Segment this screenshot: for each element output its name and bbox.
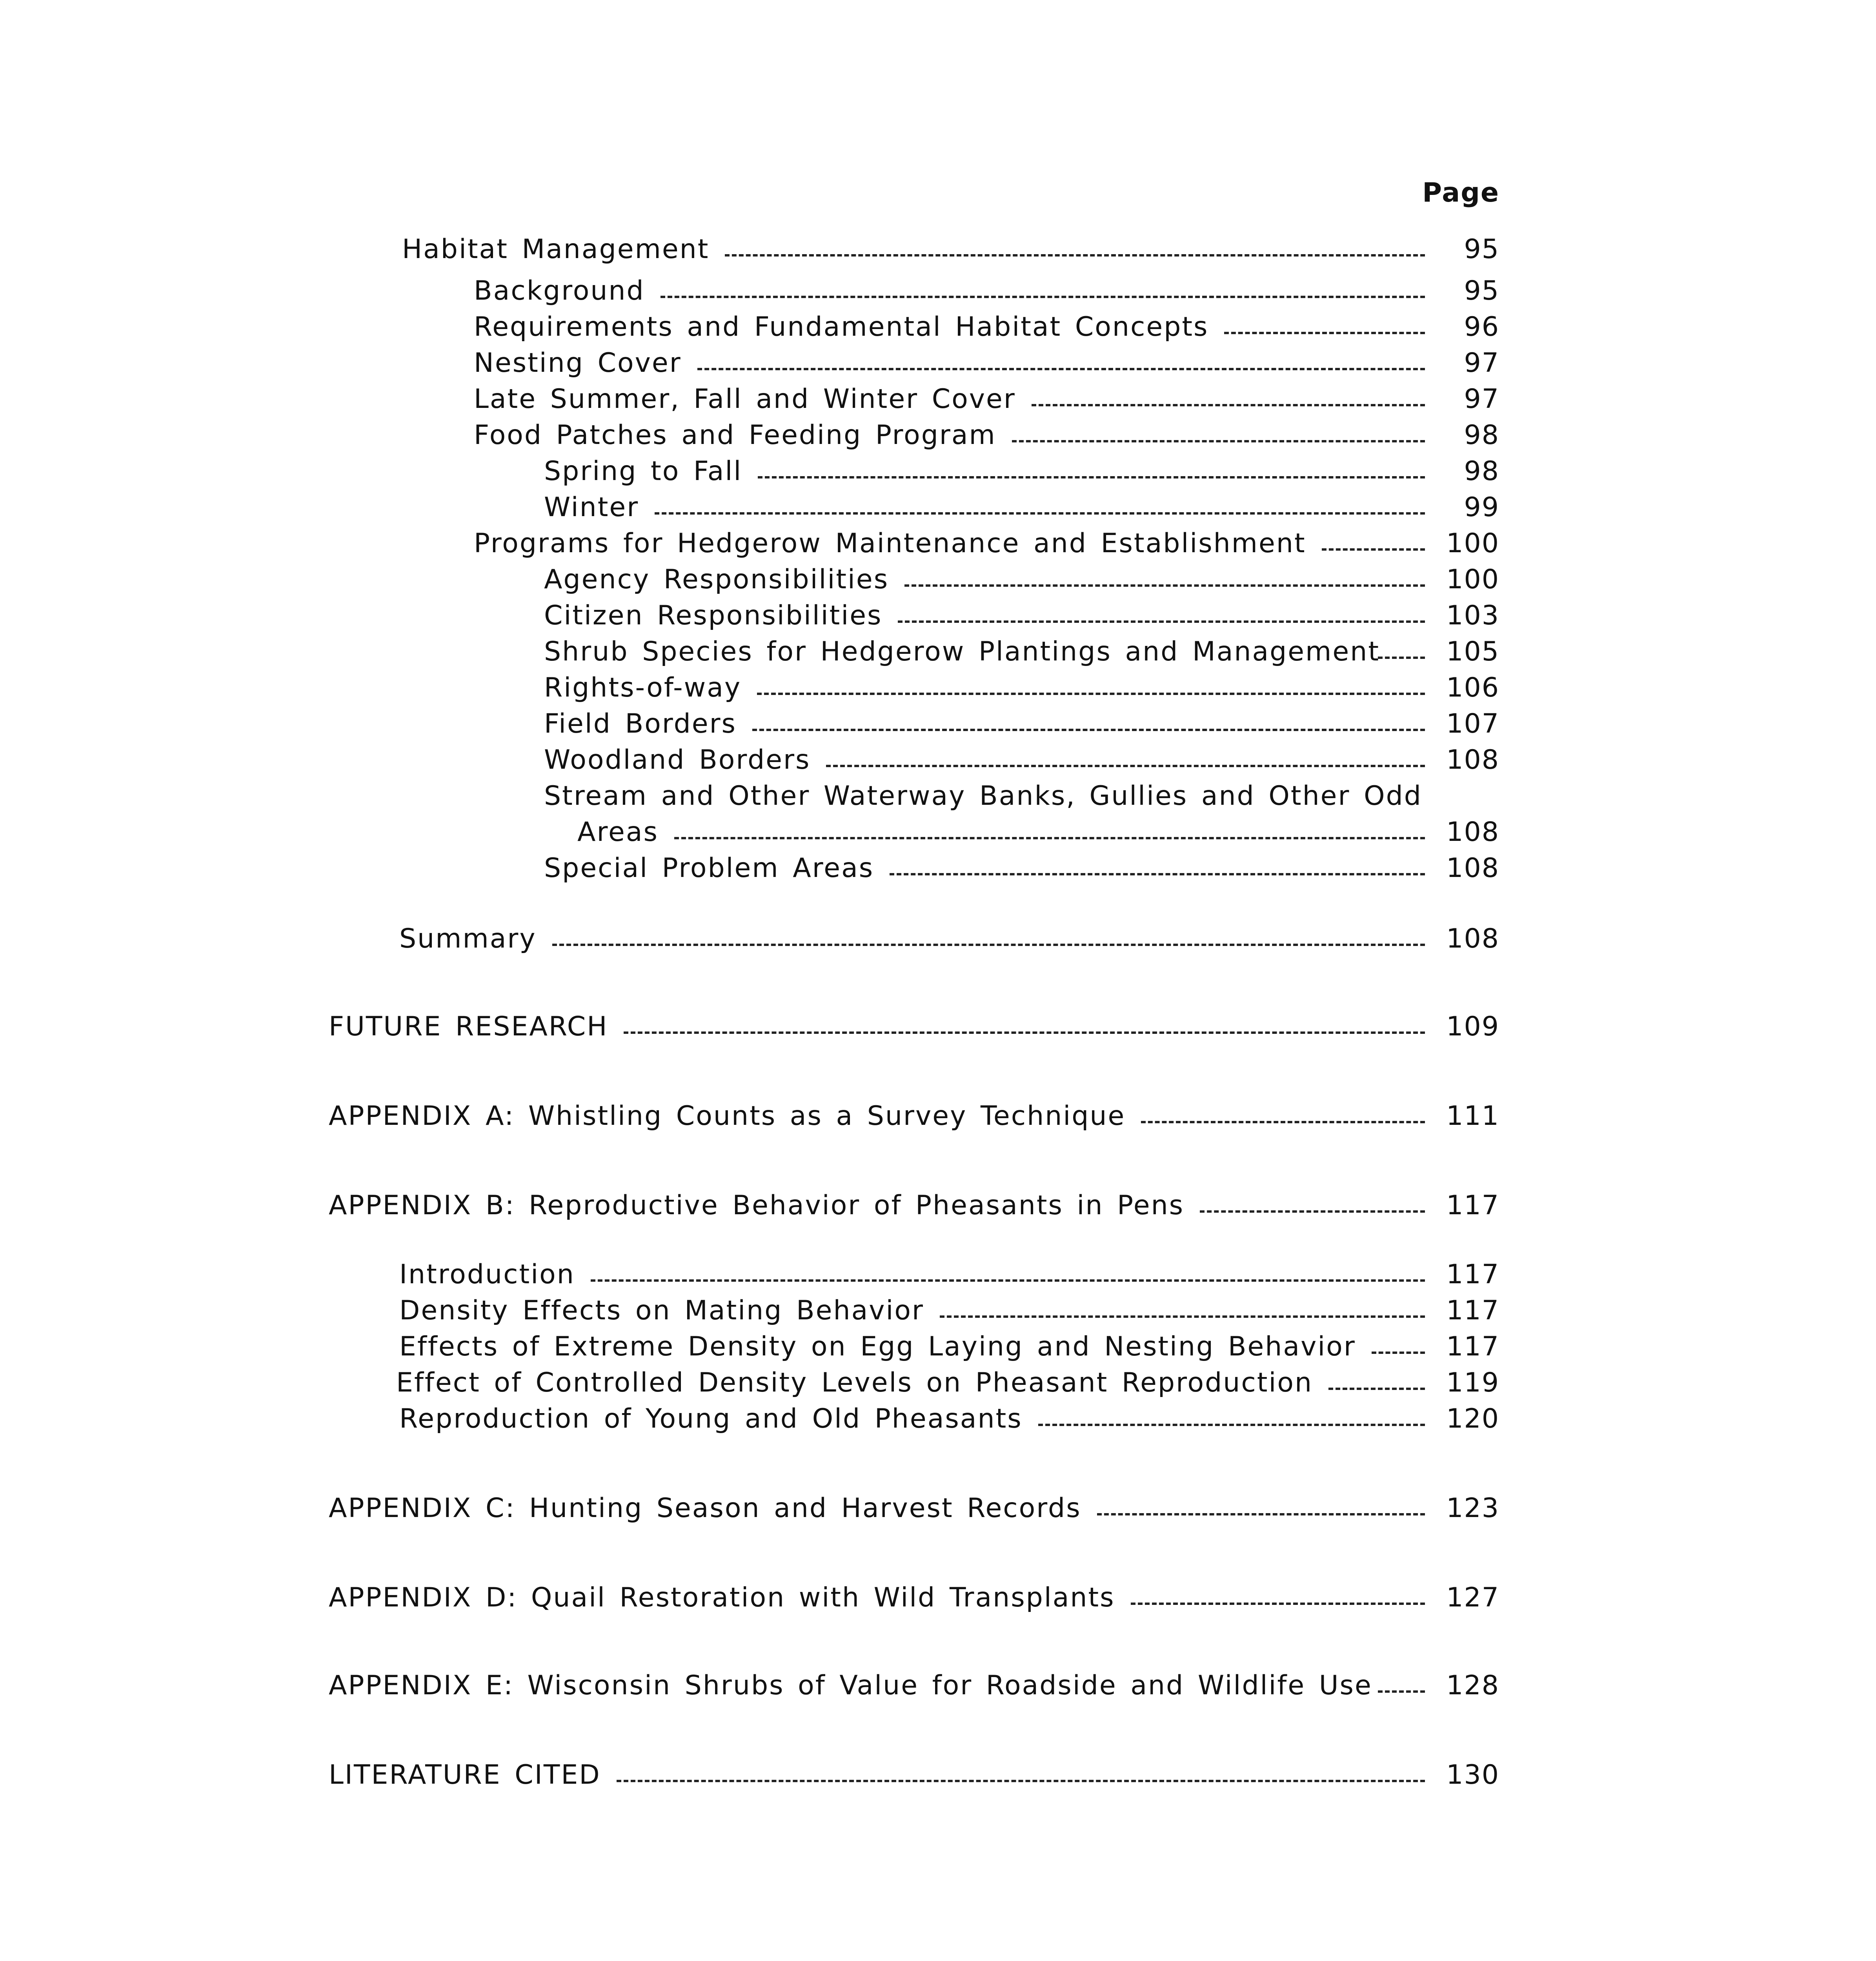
dot-leader — [661, 296, 1425, 298]
toc-entry — [0, 850, 1876, 886]
toc-entry-title: APPENDIX A: Whistling Counts as a Survey Technique — [329, 1101, 1126, 1131]
toc-entry-page: 99 — [1464, 492, 1499, 523]
toc-entry-page: 96 — [1464, 311, 1499, 342]
dot-leader — [1378, 657, 1425, 659]
dot-leader — [752, 729, 1425, 731]
toc-entry-title: Special Problem Areas — [544, 853, 874, 884]
toc-entry — [0, 778, 1876, 814]
toc-entry-title: Programs for Hedgerow Maintenance and Establishment — [474, 528, 1306, 559]
dot-leader — [674, 837, 1425, 839]
toc-entry-page: 98 — [1464, 420, 1499, 451]
toc-entry-title: APPENDIX E: Wisconsin Shrubs of Value for Roadside and Wildlife Use — [329, 1670, 1372, 1701]
toc-entry-title: FUTURE RESEARCH — [329, 1011, 608, 1042]
dot-leader — [655, 512, 1425, 515]
toc-entry-title: Habitat Management — [402, 234, 710, 265]
toc-entry-page: 111 — [1446, 1101, 1499, 1131]
toc-entry-page: 128 — [1446, 1670, 1499, 1701]
toc-entry-title: Requirements and Fundamental Habitat Concepts — [474, 311, 1209, 342]
dot-leader — [1328, 1388, 1425, 1390]
toc-entry-page: 97 — [1464, 347, 1499, 378]
toc-entry — [0, 1580, 1876, 1616]
toc-entry-page: 130 — [1446, 1759, 1499, 1790]
dot-leader — [757, 693, 1425, 695]
toc-entry — [0, 309, 1876, 345]
toc-entry-title: APPENDIX B: Reproductive Behavior of Pheasants in Pens — [329, 1190, 1185, 1221]
toc-entry-title: Late Summer, Fall and Winter Cover — [474, 384, 1016, 415]
toc-entry — [0, 598, 1876, 634]
toc-entry-title: Effect of Controlled Density Levels on Pheasant Reproduction — [396, 1367, 1313, 1398]
toc-entry-title: Background — [474, 275, 645, 306]
toc-entry — [0, 921, 1876, 957]
toc-entry-title: Nesting Cover — [474, 347, 682, 378]
dot-leader — [1378, 1690, 1425, 1693]
toc-entry-title: Food Patches and Feeding Program — [474, 420, 996, 451]
dot-leader — [1032, 404, 1425, 406]
dot-leader — [1372, 1352, 1425, 1354]
toc-entry — [0, 1668, 1876, 1704]
toc-entry-page: 95 — [1464, 275, 1499, 306]
toc-entry — [0, 345, 1876, 381]
toc-entry-title: Rights-of-way — [544, 672, 742, 703]
dot-leader — [617, 1780, 1425, 1782]
toc-entry-title: Spring to Fall — [544, 456, 742, 487]
dot-leader — [591, 1279, 1425, 1282]
toc-entry — [0, 381, 1876, 417]
dot-leader — [1224, 332, 1425, 334]
toc-entry — [0, 562, 1876, 598]
toc-entry — [0, 526, 1876, 562]
toc-entry-page: 117 — [1446, 1331, 1499, 1362]
toc-entry-title: Shrub Species for Hedgerow Plantings and Management — [544, 636, 1380, 667]
toc-entry — [0, 273, 1876, 309]
toc-entry-title: Winter — [544, 492, 639, 523]
toc-entry-page: 117 — [1446, 1295, 1499, 1326]
dot-leader — [898, 620, 1425, 623]
toc-entry-page: 123 — [1446, 1493, 1499, 1524]
dot-leader — [758, 476, 1425, 478]
toc-entry-title: Stream and Other Waterway Banks, Gullies and Other Odd — [544, 780, 1422, 811]
toc-entry-page: 95 — [1464, 234, 1499, 265]
toc-entry-page: 108 — [1446, 923, 1499, 954]
toc-entry — [0, 814, 1876, 850]
toc-entry — [0, 1293, 1876, 1329]
toc-entry-title: Introduction — [399, 1259, 575, 1290]
toc-entry-title: Effects of Extreme Density on Egg Laying and Nesting Behavior — [399, 1331, 1356, 1362]
toc-entry — [0, 1401, 1876, 1437]
page-column-header: Page — [1422, 177, 1499, 208]
toc-entry-page: 117 — [1446, 1259, 1499, 1290]
toc-entry — [0, 670, 1876, 706]
toc-entry-page: 119 — [1446, 1367, 1499, 1398]
toc-entry-page: 108 — [1446, 817, 1499, 848]
toc-entry-title: Density Effects on Mating Behavior — [399, 1295, 924, 1326]
dot-leader — [1322, 548, 1425, 551]
toc-entry-title: Citizen Responsibilities — [544, 600, 883, 631]
dot-leader — [1141, 1121, 1425, 1123]
toc-entry — [0, 1757, 1876, 1793]
toc-entry — [0, 453, 1876, 489]
dot-leader — [624, 1031, 1425, 1034]
dot-leader — [940, 1315, 1425, 1318]
dot-leader — [904, 584, 1425, 587]
toc-entry — [0, 742, 1876, 778]
toc-entry — [0, 489, 1876, 526]
toc-entry-page: 108 — [1446, 744, 1499, 775]
toc-entry — [0, 634, 1876, 670]
toc-entry — [0, 231, 1876, 267]
dot-leader — [697, 368, 1425, 370]
dot-leader — [725, 254, 1425, 256]
toc-entry-page: 120 — [1446, 1403, 1499, 1434]
dot-leader — [1012, 440, 1425, 442]
toc-entry — [0, 1329, 1876, 1365]
toc-entry-title: APPENDIX C: Hunting Season and Harvest Records — [329, 1493, 1081, 1524]
toc-entry-title: Reproduction of Young and Old Pheasants — [399, 1403, 1023, 1434]
toc-entry — [0, 1098, 1876, 1134]
toc-entry-page: 127 — [1446, 1582, 1499, 1613]
dot-leader — [552, 944, 1425, 946]
toc-entry-title: Summary — [399, 923, 537, 954]
toc-entry-title: Woodland Borders — [544, 744, 811, 775]
toc-entry — [0, 1490, 1876, 1526]
dot-leader — [1200, 1210, 1425, 1213]
toc-entry-page: 105 — [1446, 636, 1499, 667]
toc-entry-page: 117 — [1446, 1190, 1499, 1221]
dot-leader — [890, 873, 1425, 875]
toc-entry-title: Areas — [577, 817, 659, 848]
toc-entry-page: 98 — [1464, 456, 1499, 487]
dot-leader — [1038, 1424, 1425, 1426]
toc-entry-page: 97 — [1464, 384, 1499, 415]
toc-entry-page: 100 — [1446, 564, 1499, 595]
toc-entry-title: Agency Responsibilities — [544, 564, 889, 595]
toc-entry — [0, 417, 1876, 453]
toc-entry — [0, 1009, 1876, 1045]
toc-entry-title: Field Borders — [544, 708, 737, 739]
toc-entry-page: 106 — [1446, 672, 1499, 703]
toc-entry-page: 107 — [1446, 708, 1499, 739]
toc-entry-page: 103 — [1446, 600, 1499, 631]
toc-entry — [0, 1188, 1876, 1224]
dot-leader — [1097, 1513, 1425, 1515]
toc-entry-page: 100 — [1446, 528, 1499, 559]
toc-entry — [0, 1365, 1876, 1401]
toc-entry-page: 109 — [1446, 1011, 1499, 1042]
toc-entry-page: 108 — [1446, 853, 1499, 884]
toc-entry — [0, 706, 1876, 742]
dot-leader — [826, 765, 1425, 767]
dot-leader — [1131, 1603, 1425, 1605]
toc-entry — [0, 1257, 1876, 1293]
toc-entry-title: APPENDIX D: Quail Restoration with Wild Transplants — [329, 1582, 1115, 1613]
toc-entry-title: LITERATURE CITED — [329, 1759, 601, 1790]
